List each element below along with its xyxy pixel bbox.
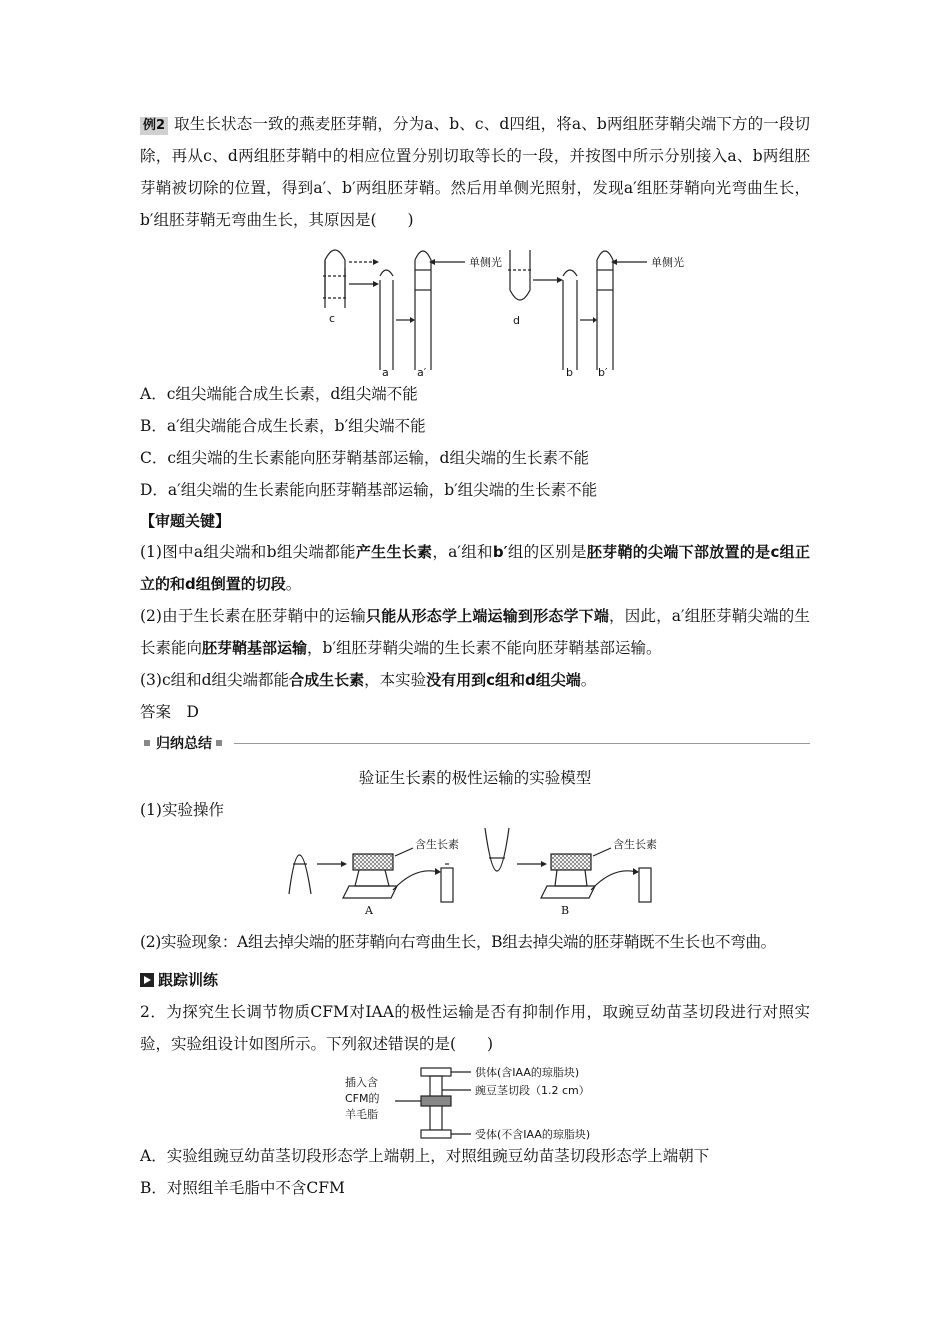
training-heading bbox=[140, 964, 810, 996]
key-bold: 合成生长素 bbox=[289, 671, 365, 689]
example-tag: 例2 bbox=[140, 117, 168, 135]
key-heading: 【审题关键】 bbox=[140, 512, 231, 530]
label-a: a bbox=[382, 366, 389, 378]
divider bbox=[234, 743, 810, 744]
label-donor: 供体(含IAA的琼脂块) bbox=[475, 1066, 580, 1079]
label-B: B bbox=[561, 904, 570, 917]
question-2-stem: 2．为探究生长调节物质CFM对IAA的极性运输是否有抑制作用，取豌豆幼苗茎切段进行对照实验，实验组设计如图所示。下列叙述错误的是( ) bbox=[140, 1003, 810, 1053]
label-agar-1: 含生长素 bbox=[415, 838, 459, 851]
bullet-icon bbox=[144, 740, 150, 746]
key-bold: 胚芽鞘的尖端下部放置的是c组正立的和d组倒置的切段 bbox=[140, 543, 810, 593]
page bbox=[140, 108, 810, 1204]
option-c[interactable]: C．c组尖端的生长素能向胚芽鞘基部运输，d组尖端的生长素不能 bbox=[140, 449, 589, 467]
key-bold: 胚芽鞘基部运输 bbox=[202, 639, 308, 657]
figure-polar-transport bbox=[285, 826, 665, 926]
key-text: ，b′组胚芽鞘尖端的生长素不能向胚芽鞘基部运输。 bbox=[307, 639, 662, 657]
example2-stem-text: 取生长状态一致的燕麦胚芽鞘，分为a、b、c、d四组，将a、b两组胚芽鞘尖端下方的一段切除，再从c、d两组胚芽鞘中的相应位置分别切取等长的一段，并按图中所示分别接入a、b两组胚芽鞘被切除的位置，得到a′、b′两组胚芽鞘。然后用单侧光照射，发现a′组胚芽鞘向光弯曲生长，b′组胚芽鞘无弯曲生长，其原因是( ) bbox=[140, 115, 810, 229]
summary-bar bbox=[140, 728, 810, 758]
figure-cfm-experiment bbox=[325, 1064, 625, 1140]
example2-stem bbox=[140, 108, 810, 236]
key-text: ，a′组和 bbox=[432, 543, 493, 561]
key-bold: 产生生长素 bbox=[355, 543, 433, 561]
label-b-prime: b′ bbox=[598, 366, 608, 378]
label-c: c bbox=[329, 312, 336, 325]
figure-coleoptile-grafting bbox=[265, 240, 685, 378]
label-A: A bbox=[365, 904, 373, 917]
key-text: 。 bbox=[580, 671, 597, 689]
q2-option-a[interactable]: A．实验组豌豆幼苗茎切段形态学上端朝上，对照组豌豆幼苗茎切段形态学上端朝下 bbox=[140, 1147, 710, 1165]
training-heading-text: 跟踪训练 bbox=[158, 971, 219, 989]
key-point-3 bbox=[140, 664, 810, 696]
label-a-prime: a′ bbox=[417, 366, 427, 378]
label-agar-2: 含生长素 bbox=[613, 838, 657, 851]
answer: 答案 D bbox=[140, 703, 199, 721]
key-bold: b′ bbox=[492, 543, 508, 561]
option-a[interactable]: A．c组尖端能合成生长素，d组尖端不能 bbox=[140, 385, 418, 403]
label-receiver: 受体(不含IAA的琼脂块) bbox=[475, 1128, 591, 1140]
key-point-2 bbox=[140, 600, 810, 664]
q2-option-b[interactable]: B．对照组羊毛脂中不含CFM bbox=[140, 1179, 345, 1197]
key-text: (1)图中a组尖端和b组尖端都能 bbox=[140, 543, 356, 561]
label-light-2: 单侧光 bbox=[651, 256, 684, 269]
label-segment: 豌豆茎切段（1.2 cm） bbox=[475, 1084, 590, 1097]
summary-bar-title: 归纳总结 bbox=[156, 736, 212, 752]
summary-step-2: (2)实验现象：A组去掉尖端的胚芽鞘向右弯曲生长，B组去掉尖端的胚芽鞘既不生长也不弯曲。 bbox=[140, 933, 776, 951]
label-d: d bbox=[513, 314, 520, 327]
summary-step-1: (1)实验操作 bbox=[140, 801, 224, 819]
label-insert-3: 羊毛脂 bbox=[345, 1108, 378, 1121]
option-d[interactable]: D．a′组尖端的生长素能向胚芽鞘基部运输，b′组尖端的生长素不能 bbox=[140, 481, 598, 499]
play-icon bbox=[140, 973, 154, 987]
key-text: 。 bbox=[285, 575, 302, 593]
key-text: ，因此，a′组胚芽鞘尖端的生长素能向 bbox=[140, 607, 810, 657]
label-insert-1: 插入含 bbox=[345, 1076, 378, 1089]
key-text: (2)由于生长素在胚芽鞘中的运输 bbox=[140, 607, 367, 625]
label-b: b bbox=[566, 366, 573, 378]
key-bold: 没有用到c组和d组尖端 bbox=[426, 671, 581, 689]
option-b[interactable]: B．a′组尖端能合成生长素，b′组尖端不能 bbox=[140, 417, 426, 435]
key-point-1 bbox=[140, 536, 810, 600]
bullet-icon bbox=[216, 740, 222, 746]
label-light-1: 单侧光 bbox=[469, 256, 502, 269]
summary-title: 验证生长素的极性运输的实验模型 bbox=[358, 769, 592, 787]
key-bold: 只能从形态学上端运输到形态学下端 bbox=[366, 607, 610, 625]
key-text: 组的区别是 bbox=[507, 543, 587, 561]
key-text: (3)c组和d组尖端都能 bbox=[140, 671, 290, 689]
label-insert-2: CFM的 bbox=[345, 1092, 380, 1105]
key-text: ，本实验 bbox=[364, 671, 427, 689]
